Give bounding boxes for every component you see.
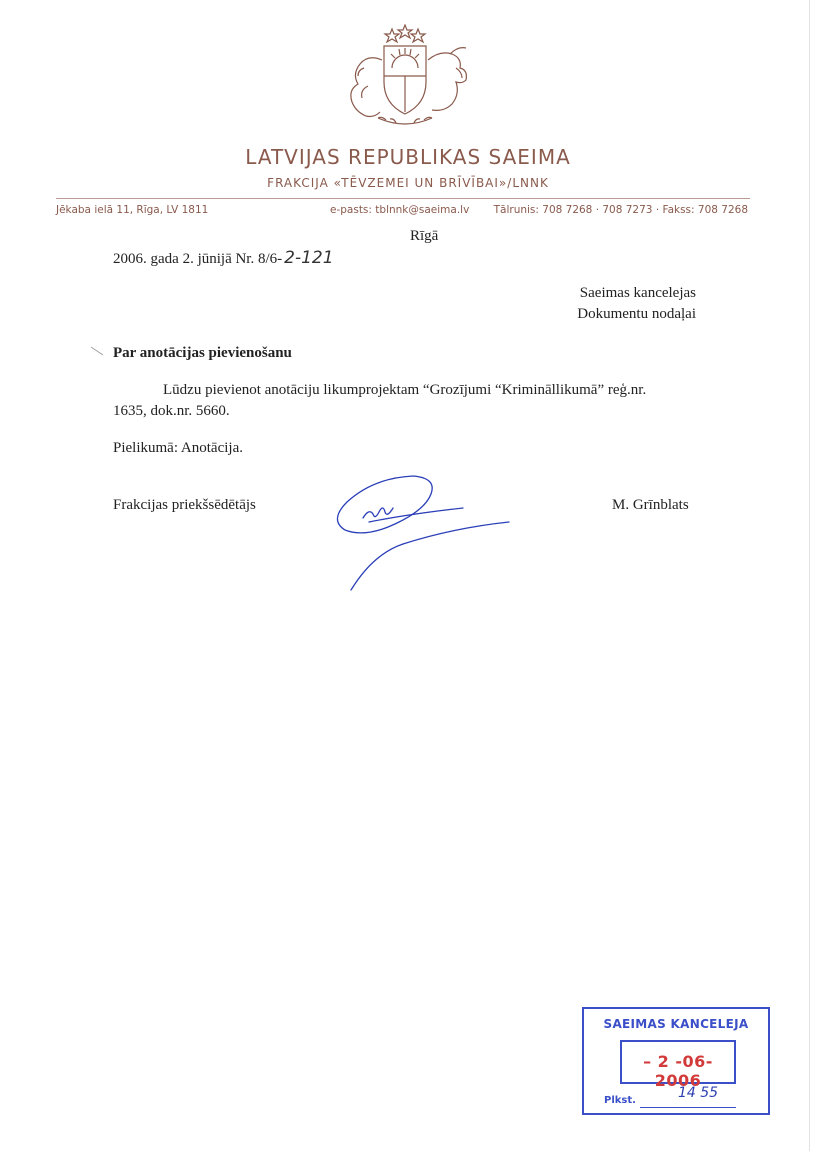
handwritten-registration-number: 2-121 <box>284 248 334 268</box>
stamp-date: – 2 -06- 2006 <box>643 1052 713 1090</box>
stamp-time-line <box>640 1107 736 1108</box>
letterhead-email: e-pasts: tblnnk@saeima.lv <box>330 204 470 216</box>
reception-stamp <box>582 1007 770 1115</box>
recipient-line-2: Dokumentu nodaļai <box>577 306 696 322</box>
signatory-name: M. Grīnblats <box>612 497 689 513</box>
letter-place: Rīgā <box>410 228 439 244</box>
body-line-1: Lūdzu pievienot anotāciju likumprojektam “Grozījumi “Krimināllikumā” reģ.nr. <box>163 382 647 398</box>
stamp-time-value: 14 55 <box>678 1085 719 1101</box>
signatory-title: Frakcijas priekšsēdētājs <box>113 497 256 513</box>
recipient-line-1: Saeimas kancelejas <box>579 285 696 301</box>
handwritten-signature <box>335 470 515 595</box>
pen-mark <box>90 345 104 357</box>
letter-recipient <box>577 283 696 325</box>
letter-date-line <box>113 248 334 270</box>
letterhead-title: LATVIJAS REPUBLIKAS SAEIMA <box>245 145 571 169</box>
letter-subject: Par anotācijas pievienošanu <box>113 345 292 361</box>
coat-of-arms-emblem <box>338 24 472 130</box>
letterhead-address: Jēkaba ielā 11, Rīga, LV 1811 <box>56 204 209 216</box>
stamp-organization: SAEIMAS KANCELEJA <box>603 1017 749 1031</box>
letterhead-divider <box>56 198 750 199</box>
letterhead-subtitle: FRAKCIJA «TĒVZEMEI UN BRĪVĪBAI»/LNNK <box>267 176 549 190</box>
letter-attachment: Pielikumā: Anotācija. <box>113 440 243 456</box>
page-edge <box>809 0 810 1151</box>
letter-body <box>113 380 713 422</box>
stamp-date-box <box>620 1040 736 1090</box>
stamp-time-label: Plkst. <box>604 1095 636 1106</box>
letterhead-phones: Tālrunis: 708 7268 · 708 7273 · Fakss: 708 7268 <box>493 204 748 216</box>
body-line-2: 1635, dok.nr. 5660. <box>113 403 230 419</box>
letter-date-number: 2006. gada 2. jūnijā Nr. 8/6- <box>113 251 283 267</box>
